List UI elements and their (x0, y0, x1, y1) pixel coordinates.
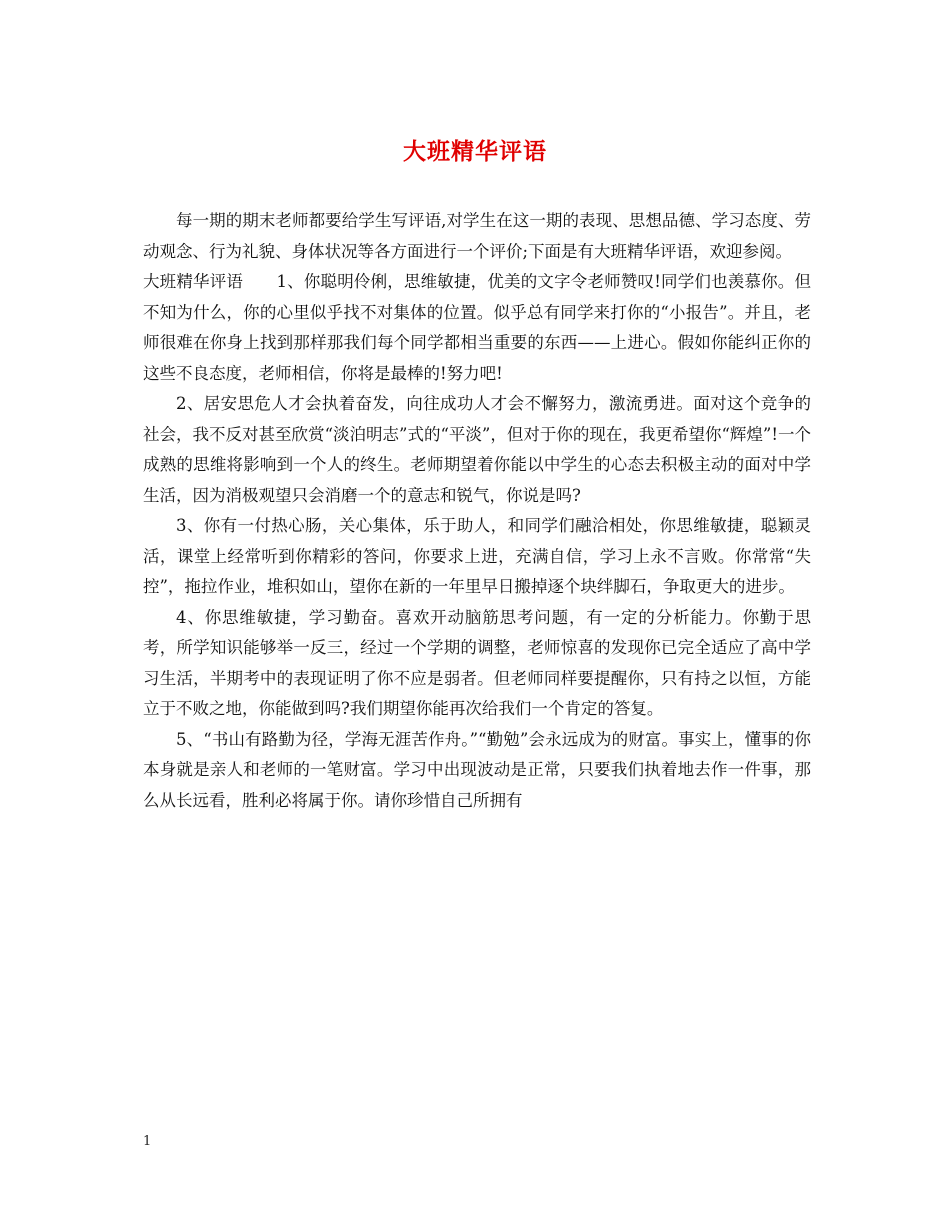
paragraph-comment-2: 2、居安思危人才会执着奋发，向往成功人才会不懈努力，激流勇进。面对这个竞争的社会，我不反对甚至欣赏“淡泊明志”式的“平淡”，但对于你的现在，我更希望你“辉煌”!一个成熟的思维将影响到一个人的终生。老师期望着你能以中学生的心态去积极主动的面对中学生活，因为消极观望只会消磨一个的意志和锐气，你说是吗? (143, 394, 811, 505)
paragraph-comment-4: 4、你思维敏捷，学习勤奋。喜欢开动脑筋思考问题，有一定的分析能力。你勤于思考，所学知识能够举一反三，经过一个学期的调整，老师惊喜的发现你已完全适应了高中学习生活，半期考中的表现证明了你不应是弱者。但老师同样要提醒你，只有持之以恒，方能立于不败之地，你能做到吗?我们期望你能再次给我们一个肯定的答复。 (143, 607, 811, 718)
paragraph-comment-3: 3、你有一付热心肠，关心集体，乐于助人，和同学们融洽相处，你思维敏捷，聪颖灵活，课堂上经常听到你精彩的答问，你要求上进，充满自信，学习上永不言败。你常常“失控”，拖拉作业，堆积如山，望你在新的一年里早日搬掉逐个块绊脚石，争取更大的进步。 (143, 516, 811, 596)
paragraph-intro: 每一期的期末老师都要给学生写评语,对学生在这一期的表现、思想品德、学习态度、劳动观念、行为礼貌、身体状况等各方面进行一个评价;下面是有大班精华评语，欢迎参阅。 (143, 211, 811, 261)
document-title: 大班精华评语 (403, 138, 547, 165)
paragraph-comment-5: 5、“书山有路勤为径，学海无涯苦作舟。”“勤勉”会永远成为的财富。事实上，懂事的你本身就是亲人和老师的一笔财富。学习中出现波动是正常，只要我们执着地去作一件事，那么从长远看，胜利必将属于你。请你珍惜自己所拥有 (143, 729, 811, 810)
document-body (143, 206, 811, 816)
paragraph-comment-1: 大班精华评语 1、你聪明伶俐，思维敏捷，优美的文字令老师赞叹!同学们也羡慕你。但不知为什么，你的心里似乎找不对集体的位置。似乎总有同学来打你的“小报告”。并且，老师很难在你身上找到那样那我们每个同学都相当重要的东西——上进心。假如你能纠正你的这些不良态度，老师相信，你将是最棒的!努力吧! (143, 272, 811, 383)
page-number: 1 (143, 1134, 152, 1149)
